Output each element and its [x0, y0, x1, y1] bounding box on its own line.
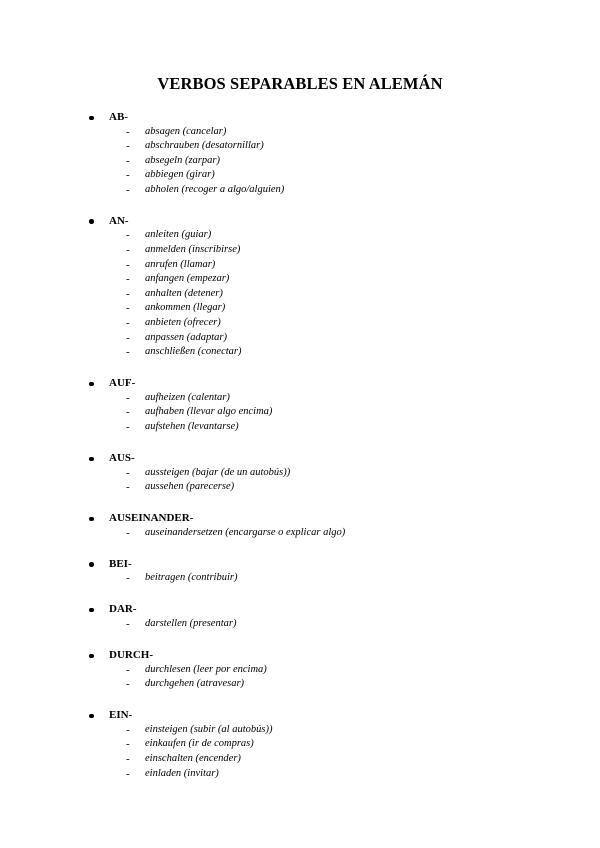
list-item — [0, 301, 600, 316]
bullet-icon — [89, 382, 94, 387]
dash-marker: - — [126, 738, 130, 751]
verb-text: anmelden (inscribirse) — [145, 244, 241, 256]
list-item — [0, 316, 600, 331]
verb-text: einschalten (encender) — [145, 752, 241, 764]
prefix-label: AB- — [109, 111, 128, 123]
list-item — [0, 663, 600, 678]
dash-marker: - — [126, 391, 130, 404]
verb-text: anfangen (empezar) — [145, 273, 230, 285]
bullet-icon — [89, 562, 94, 567]
list-item — [0, 526, 600, 541]
prefix-row — [0, 648, 600, 663]
verb-text: durchgehen (atravesar) — [145, 678, 245, 690]
prefix-label: DURCH- — [109, 649, 153, 662]
verb-text: aufheizen (calentar) — [145, 391, 230, 403]
verb-text: einladen (invitar) — [145, 767, 219, 779]
bullet-icon — [89, 219, 94, 224]
verb-text: abbiegen (girar) — [145, 169, 215, 181]
dash-marker: - — [126, 526, 130, 539]
list-item — [0, 405, 600, 420]
list-item — [0, 243, 600, 258]
verb-list — [0, 110, 600, 798]
prefix-section — [0, 110, 600, 197]
bullet-icon — [89, 116, 94, 121]
list-item — [0, 125, 600, 140]
dash-marker: - — [126, 723, 130, 736]
verb-text: einkaufen (ir de compras) — [145, 738, 254, 750]
prefix-section — [0, 451, 600, 495]
verb-text: anrufen (llamar) — [145, 258, 216, 270]
dash-marker: - — [126, 466, 130, 479]
dash-marker: - — [126, 752, 130, 765]
prefix-label: BEI- — [109, 557, 132, 570]
dash-marker: - — [126, 258, 130, 271]
verb-text: absegeln (zarpar) — [145, 154, 220, 166]
list-item — [0, 723, 600, 738]
verb-text: auseinandersetzen (encargarse o explicar algo) — [145, 526, 346, 538]
prefix-section — [0, 511, 600, 540]
dash-marker: - — [126, 154, 130, 167]
prefix-label: AUF- — [109, 377, 136, 390]
verb-text: beitragen (contribuir) — [145, 572, 238, 584]
verb-text: einsteigen (subir (al autobús)) — [145, 723, 273, 735]
prefix-label: AN- — [109, 214, 129, 227]
bullet-icon — [89, 517, 94, 522]
dash-marker: - — [126, 244, 130, 257]
dash-marker: - — [126, 572, 130, 585]
bullet-icon — [89, 654, 94, 659]
prefix-section — [0, 557, 600, 586]
dash-marker: - — [126, 287, 130, 300]
dash-marker: - — [126, 169, 130, 182]
list-item — [0, 331, 600, 346]
dash-marker: - — [126, 481, 130, 494]
verb-text: abschrauben (desatornillar) — [145, 140, 264, 152]
dash-marker: - — [126, 183, 130, 196]
prefix-label: AUSEINANDER- — [109, 512, 194, 525]
dash-marker: - — [126, 346, 130, 359]
verb-text: aussehen (parecerse) — [145, 481, 235, 493]
list-item — [0, 228, 600, 243]
list-item — [0, 287, 600, 302]
verb-text: aufhaben (llevar algo encima) — [145, 406, 273, 418]
prefix-section — [0, 648, 600, 692]
bullet-icon — [89, 457, 94, 462]
list-item — [0, 391, 600, 406]
list-item — [0, 345, 600, 360]
list-item — [0, 480, 600, 495]
dash-marker: - — [126, 421, 130, 433]
dash-marker: - — [126, 317, 130, 330]
list-item — [0, 752, 600, 767]
list-item — [0, 154, 600, 169]
prefix-row — [0, 557, 600, 572]
dash-marker: - — [126, 331, 130, 344]
prefix-row — [0, 110, 600, 125]
verb-text: anleiten (guiar) — [145, 229, 212, 241]
dash-marker: - — [126, 406, 130, 419]
verb-text: ankommen (llegar) — [145, 302, 226, 314]
dash-marker: - — [126, 678, 130, 691]
dash-marker: - — [126, 617, 130, 630]
list-item — [0, 139, 600, 154]
prefix-section — [0, 376, 600, 434]
list-item — [0, 571, 600, 586]
page-title: VERBOS SEPARABLES EN ALEMÁN — [157, 74, 443, 93]
dash-marker: - — [126, 663, 130, 676]
prefix-row — [0, 708, 600, 723]
verb-text: aufstehen (levantarse) — [145, 421, 239, 432]
prefix-label: EIN- — [109, 709, 133, 722]
verb-text: absagen (cancelar) — [145, 125, 227, 137]
bullet-icon — [89, 608, 94, 613]
prefix-row — [0, 511, 600, 526]
verb-text: anhalten (detener) — [145, 287, 223, 299]
dash-marker: - — [126, 140, 130, 153]
prefix-section — [0, 602, 600, 631]
dash-marker: - — [126, 302, 130, 315]
prefix-row — [0, 602, 600, 617]
list-item — [0, 168, 600, 183]
prefix-label: DAR- — [109, 603, 137, 616]
dash-marker: - — [126, 125, 130, 138]
dash-marker: - — [126, 229, 130, 242]
prefix-label: AUS- — [109, 452, 135, 465]
list-item — [0, 420, 600, 435]
list-item — [0, 677, 600, 692]
verb-text: abholen (recoger a algo/alguien) — [145, 183, 285, 195]
list-item — [0, 183, 600, 198]
list-item — [0, 767, 600, 782]
prefix-row — [0, 214, 600, 229]
bullet-icon — [89, 714, 94, 719]
list-item — [0, 258, 600, 273]
list-item — [0, 272, 600, 287]
prefix-section — [0, 708, 600, 781]
verb-text: durchlesen (leer por encima) — [145, 663, 267, 675]
list-item — [0, 617, 600, 632]
verb-text: darstellen (presentar) — [145, 617, 237, 629]
prefix-row — [0, 376, 600, 391]
list-item — [0, 737, 600, 752]
list-item — [0, 466, 600, 481]
dash-marker: - — [126, 767, 130, 780]
prefix-row — [0, 451, 600, 466]
dash-marker: - — [126, 273, 130, 286]
verb-text: aussteigen (bajar (de un autobús)) — [145, 466, 291, 478]
verb-text: anpassen (adaptar) — [145, 331, 227, 343]
verb-text: anschließen (conectar) — [145, 346, 242, 358]
verb-text: anbieten (ofrecer) — [145, 317, 221, 329]
prefix-section — [0, 214, 600, 360]
